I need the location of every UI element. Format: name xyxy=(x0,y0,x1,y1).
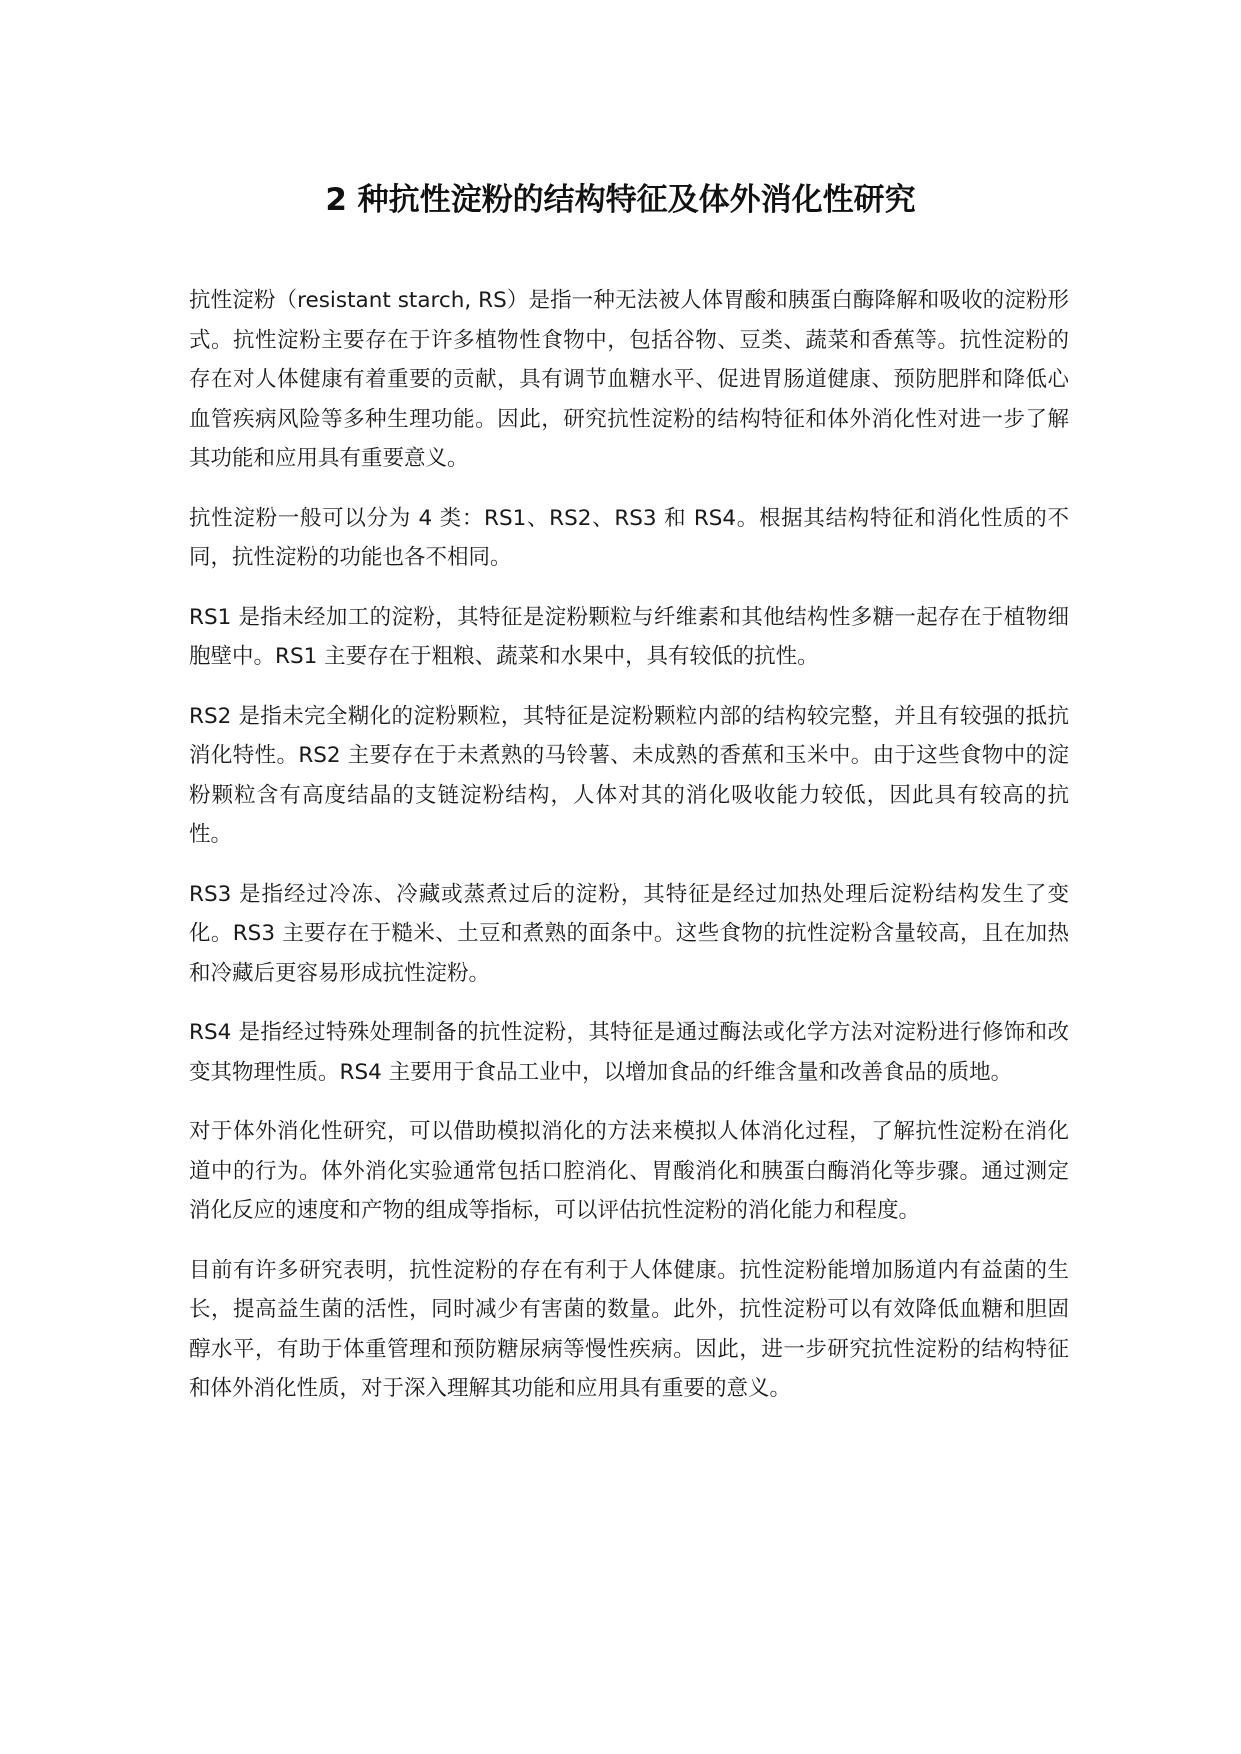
paragraph-rs2: RS2 是指未完全糊化的淀粉颗粒，其特征是淀粉颗粒内部的结构较完整，并且有较强的抵抗消化特性。RS2 主要存在于未煮熟的马铃薯、未成熟的香蕉和玉米中。由于这些食物中的淀粉颗粒含有高度结晶的支链淀粉结构，人体对其的消化吸收能力较低，因此具有较高的抗性。 xyxy=(189,703,1069,847)
document-title: 2 种抗性淀粉的结构特征及体外消化性研究 xyxy=(325,182,916,218)
paragraph-in-vitro-digestion: 对于体外消化性研究，可以借助模拟消化的方法来模拟人体消化过程，了解抗性淀粉在消化道中的行为。体外消化实验通常包括口腔消化、胃酸消化和胰蛋白酶消化等步骤。通过测定消化反应的速度和产物的组成等指标，可以评估抗性淀粉的消化能力和程度。 xyxy=(189,1119,1069,1223)
paragraph-classification: 抗性淀粉一般可以分为 4 类：RS1、RS2、RS3 和 RS4。根据其结构特征和消化性质的不同，抗性淀粉的功能也各不相同。 xyxy=(189,505,1069,570)
paragraph-intro: 抗性淀粉（resistant starch, RS）是指一种无法被人体胃酸和胰蛋白酶降解和吸收的淀粉形式。抗性淀粉主要存在于许多植物性食物中，包括谷物、豆类、蔬菜和香蕉等。抗性淀粉的存在对人体健康有着重要的贡献，具有调节血糖水平、促进胃肠道健康、预防肥胖和降低心血管疾病风险等多种生理功能。因此，研究抗性淀粉的结构特征和体外消化性对进一步了解其功能和应用具有重要意义。 xyxy=(189,288,1069,471)
paragraph-rs4: RS4 是指经过特殊处理制备的抗性淀粉，其特征是通过酶法或化学方法对淀粉进行修饰和改变其物理性质。RS4 主要用于食品工业中，以增加食品的纤维含量和改善食品的质地。 xyxy=(189,1020,1069,1085)
document-body xyxy=(189,281,1069,1429)
paragraph-conclusion: 目前有许多研究表明，抗性淀粉的存在有利于人体健康。抗性淀粉能增加肠道内有益菌的生长，提高益生菌的活性，同时减少有害菌的数量。此外，抗性淀粉可以有效降低血糖和胆固醇水平，有助于体重管理和预防糖尿病等慢性疾病。因此，进一步研究抗性淀粉的结构特征和体外消化性质，对于深入理解其功能和应用具有重要的意义。 xyxy=(189,1257,1069,1401)
paragraph-rs3: RS3 是指经过冷冻、冷藏或蒸煮过后的淀粉，其特征是经过加热处理后淀粉结构发生了变化。RS3 主要存在于糙米、土豆和煮熟的面条中。这些食物的抗性淀粉含量较高，且在加热和冷藏后更容易形成抗性淀粉。 xyxy=(189,881,1069,986)
paragraph-rs1: RS1 是指未经加工的淀粉，其特征是淀粉颗粒与纤维素和其他结构性多糖一起存在于植物细胞壁中。RS1 主要存在于粗粮、蔬菜和水果中，具有较低的抗性。 xyxy=(189,604,1069,669)
